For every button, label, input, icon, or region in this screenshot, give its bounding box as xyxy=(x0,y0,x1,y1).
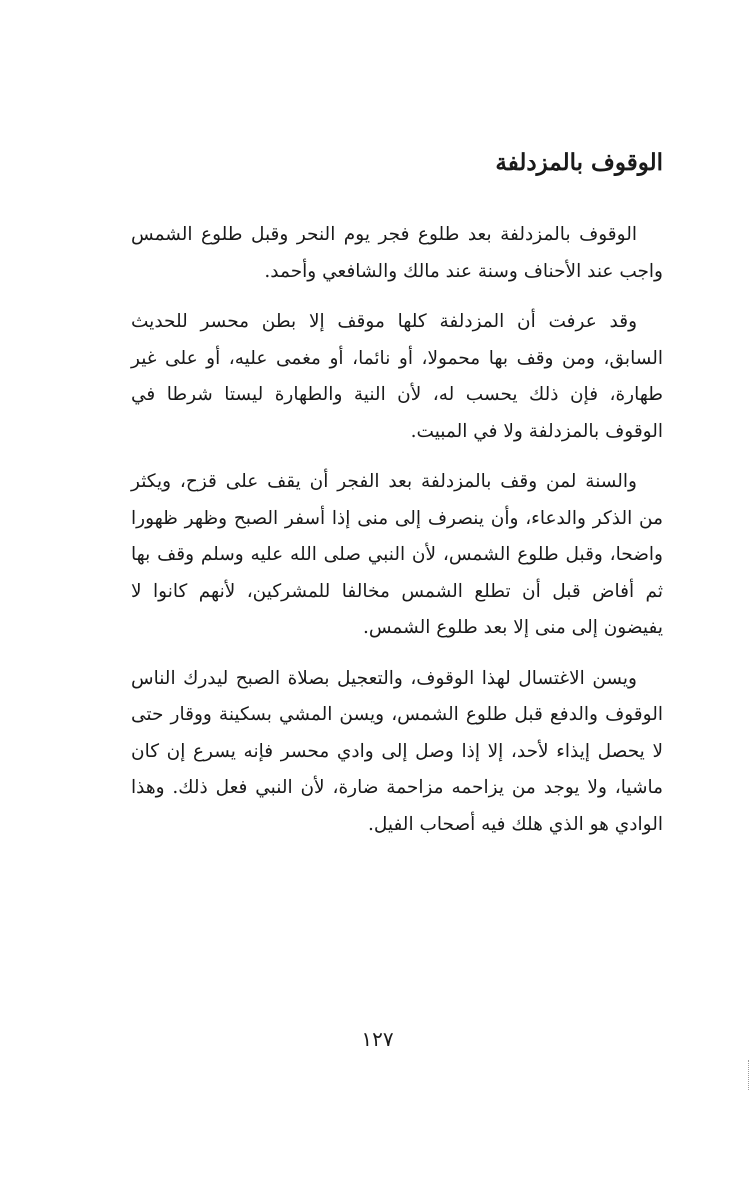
page-number: ١٢٧ xyxy=(361,1027,394,1051)
paragraph-1: الوقوف بالمزدلفة بعد طلوع فجر يوم النحر وقبل طلوع الشمس واجب عند الأحناف وسنة عند مالك والشافعي وأحمد. xyxy=(131,224,663,282)
paragraph-3: والسنة لمن وقف بالمزدلفة بعد الفجر أن يقف على قزح، ويكثر من الذكر والدعاء، وأن ينصرف إلى منى إذا أسفر الصبح وظهر ظهورا واضحا، وقبل طلوع الشمس، لأن النبي صلى الله عليه وسلم وقف بها ثم أفاض قبل أن تطلع الشمس مخالفا للمشركين، لأنهم كانوا لا يفيضون إلى منى إلا بعد طلوع الشمس. xyxy=(131,471,663,638)
paragraph-2: وقد عرفت أن المزدلفة كلها موقف إلا بطن محسر للحديث السابق، ومن وقف بها محمولا، أو نائما، أو مغمى عليه، أو على غير طهارة، فإن ذلك يحسب له، لأن النية والطهارة ليستا شرطا في الوقوف بالمزدلفة ولا في المبيت. xyxy=(131,311,663,442)
scan-edge-mark xyxy=(746,1060,749,1090)
paragraph-4: ويسن الاغتسال لهذا الوقوف، والتعجيل بصلاة الصبح ليدرك الناس الوقوف والدفع قبل طلوع الشمس، ويسن المشي بسكينة ووقار حتى لا يحصل إيذاء لأحد، إلا إذا وصل إلى وادي محسر فإنه يسرع إن كان ماشيا، ولا يوجد من يزاحمه مزاحمة ضارة، لأن النبي فعل ذلك. وهذا الوادي هو الذي هلك فيه أصحاب الفيل. xyxy=(131,667,663,835)
body-text xyxy=(131,217,663,857)
section-title: الوقوف بالمزدلفة xyxy=(495,149,663,176)
